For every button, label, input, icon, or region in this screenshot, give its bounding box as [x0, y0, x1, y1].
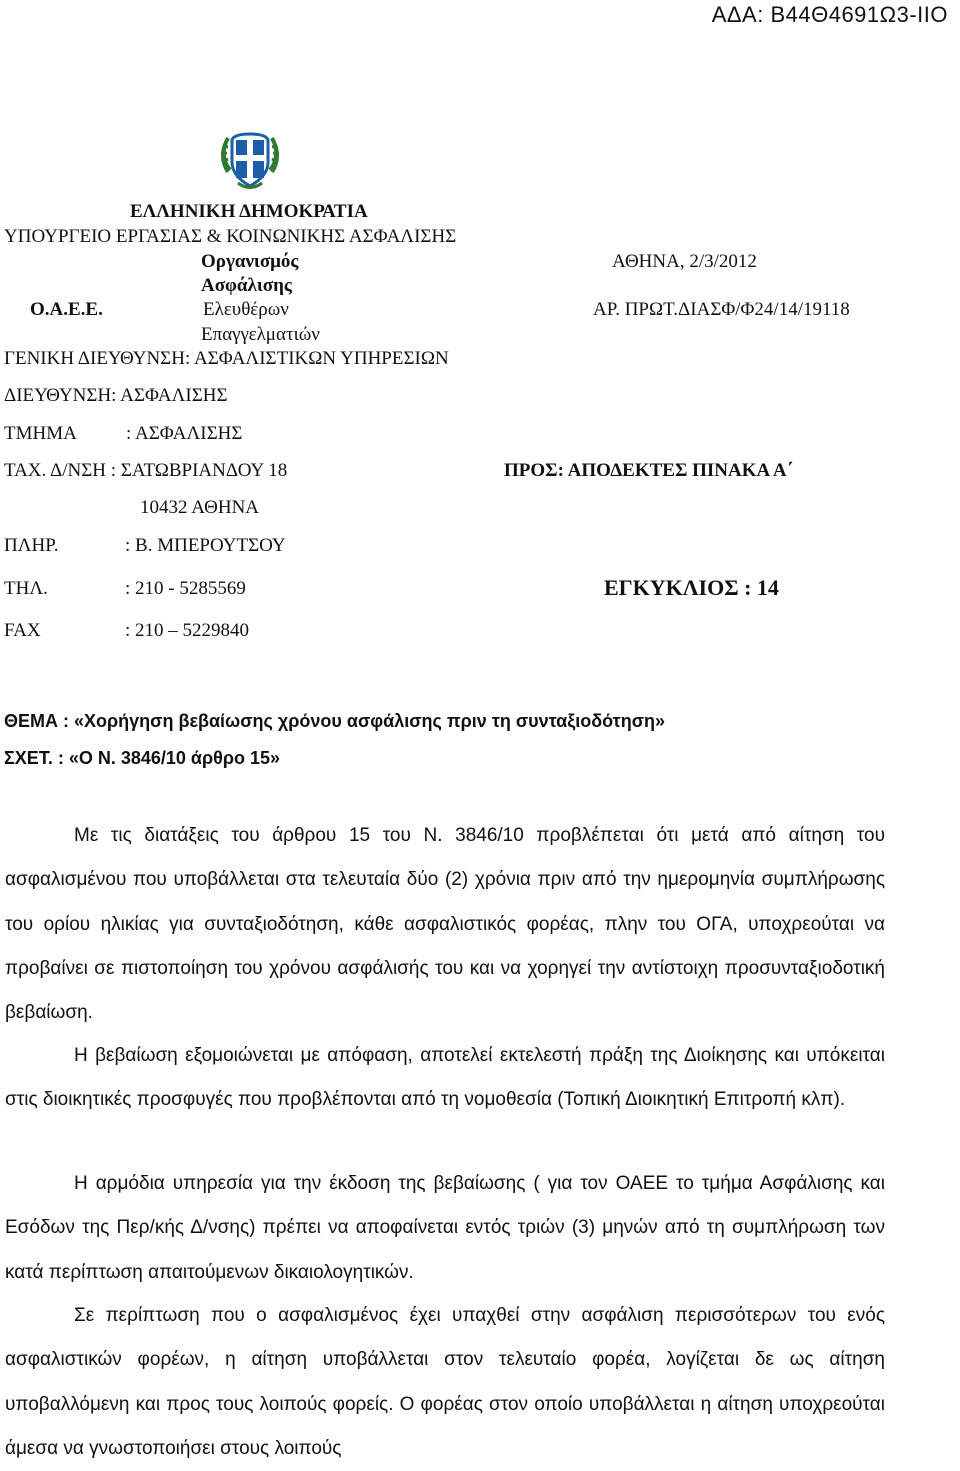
fax-label: FAX	[4, 620, 41, 641]
org-name-line4: Επαγγελματιών	[201, 324, 320, 345]
greek-coat-of-arms-icon	[216, 128, 284, 194]
phone-label: ΤΗΛ.	[4, 578, 48, 599]
subject-reference: ΣΧΕΤ. : «Ο Ν. 3846/10 άρθρο 15»	[4, 748, 281, 768]
fax-value: : 210 – 5229840	[125, 620, 250, 641]
department-label: ΤΜΗΜΑ	[4, 423, 77, 444]
protocol-number: ΑΡ. ΠΡΩΤ.ΔΙΑΣΦ/Φ24/14/19118	[593, 299, 850, 320]
directorate: ΔΙΕΥΘΥΝΣΗ: ΑΣΦΑΛΙΣΗΣ	[4, 385, 228, 406]
org-abbreviation: Ο.Α.Ε.Ε.	[30, 299, 103, 320]
phone-value: : 210 - 5285569	[125, 578, 246, 599]
org-name-line2: Ασφάλισης	[201, 275, 292, 296]
info-value: : Β. ΜΠΕΡΟΥΤΣΟΥ	[125, 535, 286, 556]
body-paragraph-4: Σε περίπτωση που ο ασφαλισμένος έχει υπαχθεί στην ασφάλιση περισσότερων του ενός ασφαλιστικών φορέων, η αίτηση υποβάλλεται στον τελευταίο φορέα, λογίζεται δε ως αίτηση υποβαλλόμενη και προς τους λοιπούς φορείς. Ο φορέας στον οποίο υποβάλλεται η αίτηση υποχρεούται άμεσα να γνωστοποιήσει στους λοιπούς	[5, 1305, 885, 1459]
address-line: ΤΑΧ. Δ/ΝΣΗ : ΣΑΤΩΒΡΙΑΝΔΟΥ 18	[4, 460, 288, 481]
body-paragraph-3: Η αρμόδια υπηρεσία για την έκδοση της βεβαίωσης ( για τον ΟΑΕΕ το τμήμα Ασφάλισης και Εσόδων της Περ/κής Δ/νσης) πρέπει να αποφαίνεται εντός τριών (3) μηνών από τη συμπλήρωση των κατά περίπτωση απαιτούμενων δικαιολογητικών.	[5, 1173, 885, 1283]
recipient: ΠΡΟΣ: ΑΠΟΔΕΚΤΕΣ ΠΙΝΑΚΑ Α΄	[504, 460, 793, 481]
info-label: ΠΛΗΡ.	[4, 535, 59, 556]
body-paragraph-1: Με τις διατάξεις του άρθρου 15 του Ν. 3846/10 προβλέπεται ότι μετά από αίτηση του ασφαλισμένου που υποβάλλεται στα τελευταία δύο (2) χρόνια πριν από την ημερομηνία συμπλήρωσης του ορίου ηλικίας για συνταξιοδότηση, κάθε ασφαλιστικός φορέας, πλην του ΟΓΑ, υποχρεούται να προβαίνει σε πιστοποίηση του χρόνου ασφάλισής του και να χορηγεί την αντίστοιχη προσυνταξιοδοτική βεβαίωση.	[5, 825, 885, 1024]
org-name-line3: Ελευθέρων	[203, 299, 289, 320]
circular-number: ΕΓΚΥΚΛΙΟΣ : 14	[604, 575, 779, 600]
place-date: ΑΘΗΝΑ, 2/3/2012	[612, 251, 757, 272]
ada-code: ΑΔΑ: Β44Θ4691Ω3-ΙΙΟ	[711, 2, 948, 27]
org-name-line1: Οργανισμός	[201, 251, 299, 272]
country-name: ΕΛΛΗΝΙΚΗ ΔΗΜΟΚΡΑΤΙΑ	[130, 201, 368, 222]
department-value: : ΑΣΦΑΛΙΣΗΣ	[126, 423, 243, 444]
ministry-name: ΥΠΟΥΡΓΕΙΟ ΕΡΓΑΣΙΑΣ & ΚΟΙΝΩΝΙΚΗΣ ΑΣΦΑΛΙΣΗΣ	[4, 226, 457, 247]
address-city: 10432 ΑΘΗΝΑ	[140, 497, 260, 518]
general-directorate: ΓΕΝΙΚΗ ΔΙΕΥΘΥΝΣΗ: ΑΣΦΑΛΙΣΤΙΚΩΝ ΥΠΗΡΕΣΙΩΝ	[4, 348, 449, 369]
body-paragraph-2: Η βεβαίωση εξομοιώνεται με απόφαση, αποτελεί εκτελεστή πράξη της Διοίκησης και υπόκειται στις διοικητικές προσφυγές που προβλέπονται από τη νομοθεσία (Τοπική Διοικητική Επιτροπή κλπ).	[5, 1045, 885, 1111]
subject-theme: ΘΕΜΑ : «Χορήγηση βεβαίωσης χρόνου ασφάλισης πριν τη συνταξιοδότηση»	[4, 711, 666, 731]
